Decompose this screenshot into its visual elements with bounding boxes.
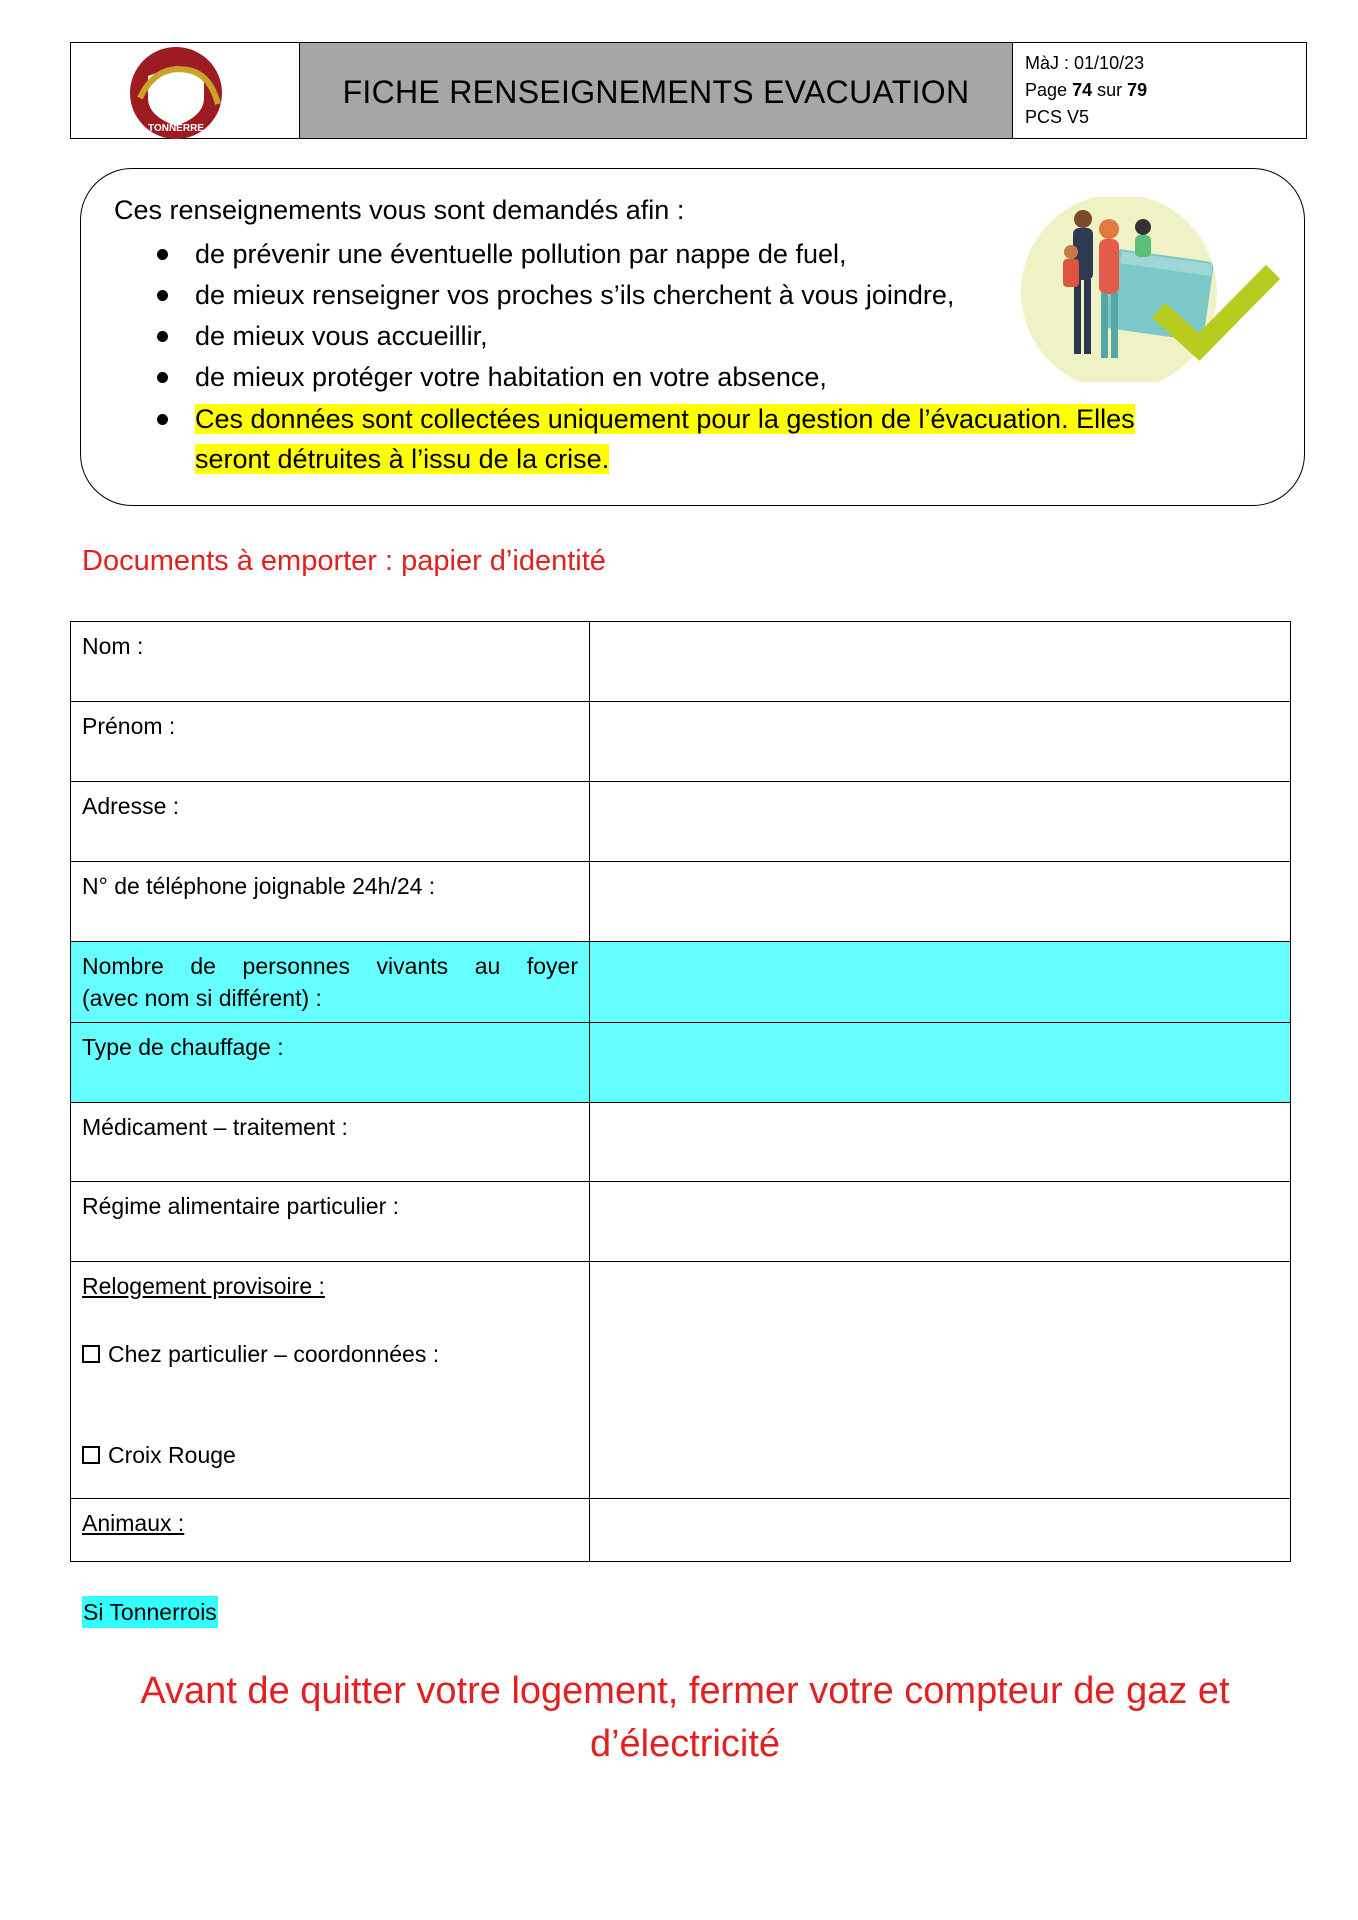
label-prenom: Prénom : (71, 702, 590, 782)
label-relogement (71, 1262, 590, 1499)
form-row-prenom (71, 702, 1291, 782)
family-checkmark-illustration (1021, 197, 1281, 382)
field-medicament[interactable] (590, 1103, 1291, 1182)
label-adresse: Adresse : (71, 782, 590, 862)
field-prenom[interactable] (590, 702, 1291, 782)
version-line: PCS V5 (1025, 107, 1090, 127)
field-adresse[interactable] (590, 782, 1291, 862)
form-row-relogement (71, 1262, 1291, 1499)
documents-to-bring: Documents à emporter : papier d’identité (82, 545, 606, 577)
label-personnes: Nombre de personnes vivants au foyer (avec nom si différent) : (71, 942, 590, 1023)
form-row-chauffage (71, 1023, 1291, 1103)
field-nom[interactable] (590, 622, 1291, 702)
field-telephone[interactable] (590, 862, 1291, 942)
form-row-regime (71, 1182, 1291, 1262)
page-current: 74 (1072, 80, 1093, 100)
update-date: 01/10/23 (1074, 53, 1145, 73)
form-row-medicament (71, 1103, 1291, 1182)
info-list (157, 234, 954, 398)
checkbox-particulier[interactable] (82, 1345, 100, 1363)
tonnerre-logo (126, 46, 226, 141)
field-personnes[interactable] (590, 942, 1291, 1023)
page-line: Page 74 sur 79 (1025, 80, 1148, 100)
warning-message: Avant de quitter votre logement, fermer votre compteur de gaz et d’électricité (140, 1670, 1230, 1765)
document-header (70, 42, 1307, 139)
update-line: MàJ : 01/10/23 (1025, 53, 1145, 73)
label-regime: Régime alimentaire particulier : (71, 1182, 590, 1262)
document-meta (1013, 43, 1306, 138)
info-item: de mieux vous accueillir, (157, 316, 954, 357)
label-nom: Nom : (71, 622, 590, 702)
relogement-heading: Relogement provisoire : (82, 1273, 325, 1299)
field-relogement[interactable] (590, 1262, 1291, 1499)
form-row-telephone (71, 862, 1291, 942)
label-animaux: Animaux : (71, 1499, 590, 1562)
info-highlight-note: Ces données sont collectées uniquement pour la gestion de l’évacuation. Elles seront détruites à l’issu de la crise. (157, 399, 1217, 479)
label-medicament: Médicament – traitement : (71, 1103, 590, 1182)
label-telephone: N° de téléphone joignable 24h/24 : (71, 862, 590, 942)
option-particulier[interactable]: Chez particulier – coordonnées : (82, 1338, 578, 1370)
evacuation-form (70, 621, 1291, 1562)
info-intro: Ces renseignements vous sont demandés afin : (114, 195, 685, 225)
label-chauffage: Type de chauffage : (71, 1023, 590, 1103)
form-row-personnes (71, 942, 1291, 1023)
logo-text: TONNERRE (148, 123, 204, 134)
field-animaux[interactable] (590, 1499, 1291, 1562)
page-total: 79 (1127, 80, 1148, 100)
form-row-adresse (71, 782, 1291, 862)
logo-cell (71, 43, 300, 138)
info-item: de prévenir une éventuelle pollution par nappe de fuel, (157, 234, 954, 275)
form-row-animaux (71, 1499, 1291, 1562)
field-regime[interactable] (590, 1182, 1291, 1262)
form-row-nom (71, 622, 1291, 702)
option-croix-rouge[interactable]: Croix Rouge (82, 1439, 578, 1471)
document-title: FICHE RENSEIGNEMENTS EVACUATION (300, 43, 1013, 138)
checkbox-croix-rouge[interactable] (82, 1446, 100, 1464)
si-tonnerrois-label: Si Tonnerrois (82, 1596, 218, 1628)
info-item: de mieux renseigner vos proches s’ils cherchent à vous joindre, (157, 275, 954, 316)
info-box (80, 168, 1305, 506)
field-chauffage[interactable] (590, 1023, 1291, 1103)
info-item: de mieux protéger votre habitation en votre absence, (157, 357, 954, 398)
